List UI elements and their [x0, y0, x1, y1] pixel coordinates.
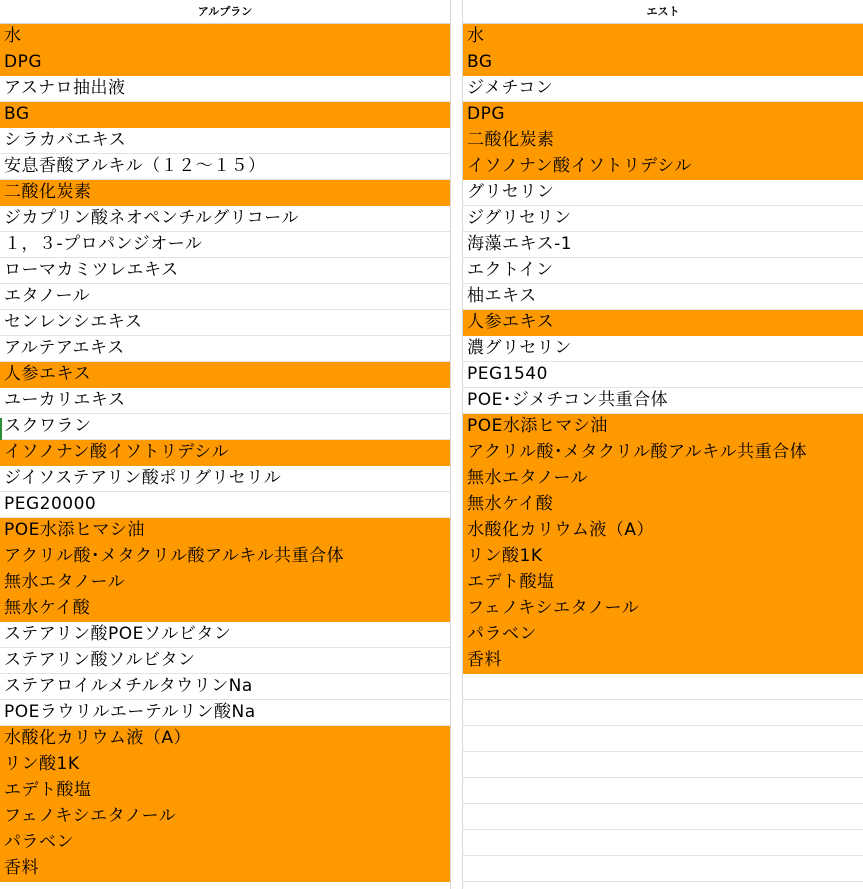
- right-ingredient-cell[interactable]: 海藻エキス-1: [463, 232, 863, 258]
- left-ingredient-cell[interactable]: シラカバエキス: [0, 128, 450, 154]
- right-ingredient-cell[interactable]: 香料: [463, 648, 863, 674]
- left-ingredient-cell[interactable]: ステアリン酸ソルビタン: [0, 648, 450, 674]
- left-ingredient-cell[interactable]: フェノキシエタノール: [0, 804, 450, 830]
- right-ingredient-cell[interactable]: エクトイン: [463, 258, 863, 284]
- left-ingredient-cell[interactable]: アクリル酸･メタクリル酸アルキル共重合体: [0, 544, 450, 570]
- right-ingredient-cell[interactable]: [463, 700, 863, 726]
- left-ingredient-cell[interactable]: ジイソステアリン酸ポリグリセリル: [0, 466, 450, 492]
- right-ingredient-cell[interactable]: BG: [463, 50, 863, 76]
- ingredient-list-right: [463, 24, 863, 882]
- left-ingredient-cell[interactable]: ステアロイルメチルタウリンNa: [0, 674, 450, 700]
- column-header-right[interactable]: エスト: [463, 0, 863, 24]
- left-ingredient-cell[interactable]: 二酸化炭素: [0, 180, 450, 206]
- left-ingredient-cell[interactable]: DPG: [0, 50, 450, 76]
- left-ingredient-cell[interactable]: POE水添ヒマシ油: [0, 518, 450, 544]
- right-ingredient-cell[interactable]: [463, 726, 863, 752]
- left-ingredient-cell[interactable]: 無水エタノール: [0, 570, 450, 596]
- right-ingredient-cell[interactable]: ジメチコン: [463, 76, 863, 102]
- left-ingredient-cell[interactable]: PEG20000: [0, 492, 450, 518]
- left-ingredient-cell[interactable]: エデト酸塩: [0, 778, 450, 804]
- right-ingredient-cell[interactable]: DPG: [463, 102, 863, 128]
- column-right: [463, 0, 863, 882]
- left-ingredient-cell[interactable]: ローマカミツレエキス: [0, 258, 450, 284]
- right-ingredient-cell[interactable]: POE･ジメチコン共重合体: [463, 388, 863, 414]
- left-ingredient-cell[interactable]: パラベン: [0, 830, 450, 856]
- right-ingredient-cell[interactable]: 無水エタノール: [463, 466, 863, 492]
- left-ingredient-cell[interactable]: ステアリン酸POEソルビタン: [0, 622, 450, 648]
- column-divider: [450, 0, 463, 889]
- left-ingredient-cell[interactable]: BG: [0, 102, 450, 128]
- right-ingredient-cell[interactable]: フェノキシエタノール: [463, 596, 863, 622]
- right-ingredient-cell[interactable]: 人参エキス: [463, 310, 863, 336]
- left-ingredient-cell[interactable]: スクワラン: [0, 414, 450, 440]
- right-ingredient-cell[interactable]: 二酸化炭素: [463, 128, 863, 154]
- left-ingredient-cell[interactable]: 安息香酸アルキル（１２～１５）: [0, 154, 450, 180]
- left-ingredient-cell[interactable]: POEラウリルエーテルリン酸Na: [0, 700, 450, 726]
- right-ingredient-cell[interactable]: イソノナン酸イソトリデシル: [463, 154, 863, 180]
- right-ingredient-cell[interactable]: 水酸化カリウム液（A）: [463, 518, 863, 544]
- right-ingredient-cell[interactable]: [463, 778, 863, 804]
- right-ingredient-cell[interactable]: [463, 830, 863, 856]
- left-ingredient-cell[interactable]: エタノール: [0, 284, 450, 310]
- right-ingredient-cell[interactable]: [463, 752, 863, 778]
- right-ingredient-cell[interactable]: エデト酸塩: [463, 570, 863, 596]
- left-ingredient-cell[interactable]: 香料: [0, 856, 450, 882]
- left-ingredient-cell[interactable]: １，３-プロパンジオール: [0, 232, 450, 258]
- right-ingredient-cell[interactable]: 濃グリセリン: [463, 336, 863, 362]
- left-ingredient-cell[interactable]: リン酸1K: [0, 752, 450, 778]
- right-ingredient-cell[interactable]: リン酸1K: [463, 544, 863, 570]
- left-ingredient-cell[interactable]: 無水ケイ酸: [0, 596, 450, 622]
- right-ingredient-cell[interactable]: アクリル酸･メタクリル酸アルキル共重合体: [463, 440, 863, 466]
- left-ingredient-cell[interactable]: ユーカリエキス: [0, 388, 450, 414]
- right-ingredient-cell[interactable]: グリセリン: [463, 180, 863, 206]
- left-ingredient-cell[interactable]: 人参エキス: [0, 362, 450, 388]
- right-ingredient-cell[interactable]: [463, 674, 863, 700]
- left-ingredient-cell[interactable]: 水: [0, 24, 450, 50]
- left-ingredient-cell[interactable]: センレンシエキス: [0, 310, 450, 336]
- right-ingredient-cell[interactable]: [463, 804, 863, 830]
- left-ingredient-cell[interactable]: イソノナン酸イソトリデシル: [0, 440, 450, 466]
- cell-error-marker: [0, 418, 2, 440]
- right-ingredient-cell[interactable]: 無水ケイ酸: [463, 492, 863, 518]
- left-ingredient-cell[interactable]: アスナロ抽出液: [0, 76, 450, 102]
- right-ingredient-cell[interactable]: 水: [463, 24, 863, 50]
- right-ingredient-cell[interactable]: ジグリセリン: [463, 206, 863, 232]
- right-ingredient-cell[interactable]: [463, 856, 863, 882]
- column-header-left[interactable]: アルプラン: [0, 0, 450, 24]
- right-ingredient-cell[interactable]: 柚エキス: [463, 284, 863, 310]
- right-ingredient-cell[interactable]: PEG1540: [463, 362, 863, 388]
- right-ingredient-cell[interactable]: パラベン: [463, 622, 863, 648]
- left-ingredient-cell[interactable]: 水酸化カリウム液（A）: [0, 726, 450, 752]
- ingredient-list-left: [0, 24, 450, 882]
- left-ingredient-cell[interactable]: ジカプリン酸ネオペンチルグリコール: [0, 206, 450, 232]
- right-ingredient-cell[interactable]: POE水添ヒマシ油: [463, 414, 863, 440]
- left-ingredient-cell[interactable]: アルテアエキス: [0, 336, 450, 362]
